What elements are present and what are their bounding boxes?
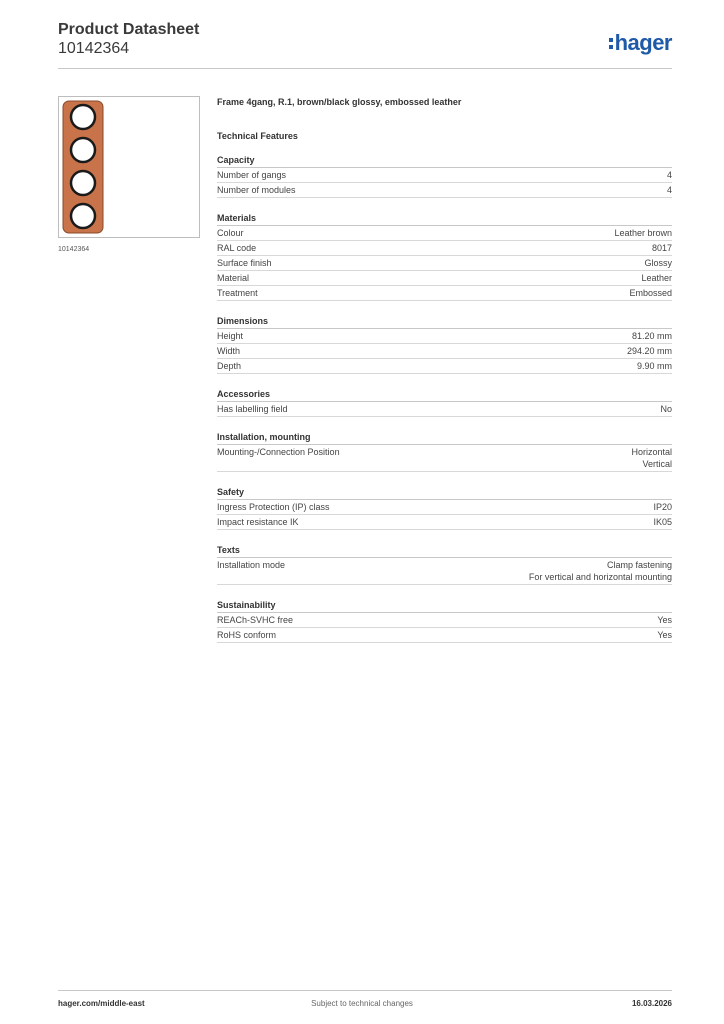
section-title: Accessories — [217, 388, 672, 402]
spec-value-line: 8017 — [651, 243, 672, 253]
product-image — [58, 96, 200, 238]
spec-label: Mounting-/Connection Position — [217, 447, 340, 457]
spec-section — [217, 431, 672, 472]
spec-row — [217, 183, 672, 198]
spec-label: Colour — [217, 228, 244, 238]
spec-value-line: Leather brown — [614, 228, 672, 238]
spec-value — [652, 242, 672, 254]
section-title: Materials — [217, 212, 672, 226]
spec-row — [217, 515, 672, 530]
spec-label: RoHS conform — [217, 630, 277, 640]
spec-row — [217, 226, 672, 241]
spec-value-line: Glossy — [644, 258, 672, 268]
spec-value-line: Horizontal — [631, 447, 672, 457]
footer-divider — [58, 990, 672, 991]
section-title: Sustainability — [217, 599, 672, 613]
spec-value — [641, 272, 672, 284]
spec-sections — [217, 154, 672, 643]
spec-label: Has labelling field — [217, 404, 288, 414]
spec-value — [657, 614, 672, 626]
spec-section — [217, 315, 672, 374]
technical-features-heading: Technical Features — [217, 131, 298, 141]
spec-label: Material — [217, 273, 250, 283]
spec-row — [217, 271, 672, 286]
product-description: Frame 4gang, R.1, brown/black glossy, embossed leather — [217, 97, 462, 107]
spec-value — [660, 403, 672, 415]
spec-section — [217, 212, 672, 301]
section-title: Safety — [217, 486, 672, 500]
header-divider — [58, 68, 672, 69]
spec-row — [217, 168, 672, 183]
spec-value-line: IK05 — [653, 517, 672, 527]
spec-value-line: Yes — [657, 630, 672, 640]
spec-label: Height — [217, 331, 244, 341]
spec-value-line: 9.90 mm — [636, 361, 672, 371]
spec-label: Treatment — [217, 288, 258, 298]
spec-label: Ingress Protection (IP) class — [217, 502, 330, 512]
spec-value — [629, 287, 672, 299]
section-title: Installation, mounting — [217, 431, 672, 445]
spec-row — [217, 241, 672, 256]
footer-date: 16.03.2026 — [631, 999, 672, 1008]
spec-value-line: Yes — [657, 615, 672, 625]
spec-value — [614, 227, 672, 239]
image-caption: 10142364 — [58, 246, 90, 253]
brand-logo — [608, 30, 672, 57]
spec-row — [217, 359, 672, 374]
logo-dots-icon — [608, 31, 615, 57]
spec-section — [217, 544, 672, 585]
spec-value-line: For vertical and horizontal mounting — [528, 572, 672, 582]
spec-row — [217, 445, 672, 472]
spec-row — [217, 344, 672, 359]
spec-section — [217, 599, 672, 643]
section-title: Texts — [217, 544, 672, 558]
footer-notice: Subject to technical changes — [311, 999, 413, 1008]
spec-section — [217, 486, 672, 530]
spec-row — [217, 329, 672, 344]
spec-value-line: 4 — [666, 185, 672, 195]
spec-value-line: 4 — [666, 170, 672, 180]
spec-value — [644, 257, 672, 269]
spec-value — [657, 629, 672, 641]
spec-label: Number of modules — [217, 185, 296, 195]
spec-value-line: 81.20 mm — [631, 331, 672, 341]
spec-row — [217, 628, 672, 643]
section-title: Capacity — [217, 154, 672, 168]
spec-row — [217, 402, 672, 417]
spec-label: REACh-SVHC free — [217, 615, 294, 625]
spec-label: Width — [217, 346, 241, 356]
spec-section — [217, 154, 672, 198]
spec-label: Number of gangs — [217, 170, 287, 180]
spec-value — [637, 360, 672, 372]
spec-row — [217, 256, 672, 271]
frame-illustration — [59, 97, 199, 237]
spec-label: RAL code — [217, 243, 257, 253]
spec-row — [217, 500, 672, 515]
spec-row — [217, 286, 672, 301]
product-number: 10142364 — [58, 40, 130, 57]
spec-value-line: Leather — [641, 273, 672, 283]
spec-value-line: 294.20 mm — [626, 346, 672, 356]
footer-website: hager.com/middle-east — [58, 999, 145, 1008]
spec-value — [653, 501, 672, 513]
spec-value — [667, 184, 672, 196]
spec-value-line: IP20 — [653, 502, 672, 512]
spec-value — [632, 330, 672, 342]
spec-label: Impact resistance IK — [217, 517, 299, 527]
spec-content — [217, 96, 672, 643]
spec-value-line: No — [660, 404, 672, 414]
spec-value — [529, 559, 672, 583]
spec-row — [217, 613, 672, 628]
page-header — [58, 20, 672, 58]
spec-value — [627, 345, 672, 357]
spec-label: Depth — [217, 361, 242, 371]
page-title: Product Datasheet — [58, 21, 200, 38]
spec-value-line: Embossed — [629, 288, 672, 298]
spec-value-line: Clamp fastening — [606, 560, 672, 570]
spec-value — [631, 446, 672, 470]
spec-value — [653, 516, 672, 528]
brand-name: hager — [614, 30, 672, 55]
section-title: Dimensions — [217, 315, 672, 329]
spec-section — [217, 388, 672, 417]
spec-label: Surface finish — [217, 258, 272, 268]
spec-value-line: Vertical — [642, 459, 672, 469]
spec-label: Installation mode — [217, 560, 286, 570]
spec-value — [667, 169, 672, 181]
spec-row — [217, 558, 672, 585]
